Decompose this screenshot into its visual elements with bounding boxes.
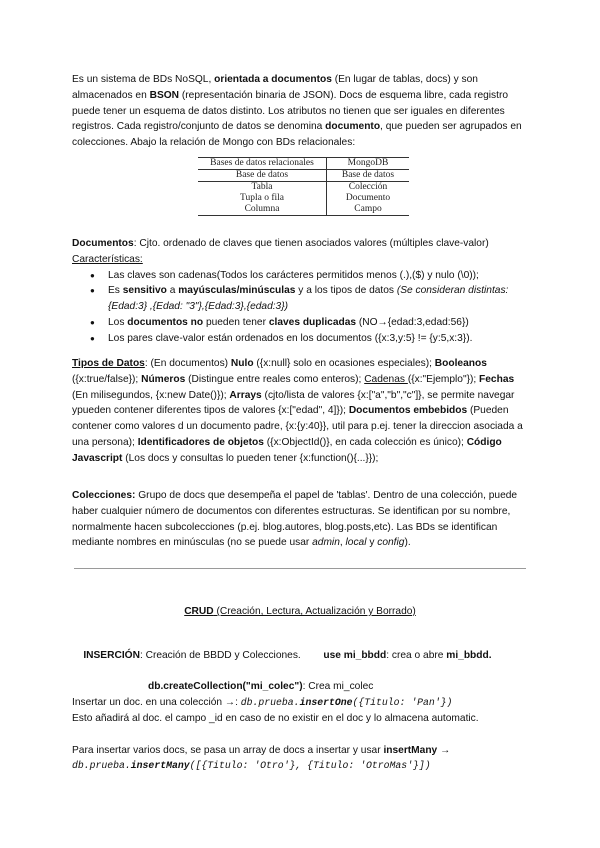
caracteristicas-label: Características: [72,253,143,265]
list-item-text: y a los tipos de datos [295,285,397,297]
tipos-de-datos-paragraph [72,356,532,467]
code-db: db.prueba. [240,697,300,709]
list-item-text: Es [108,285,123,297]
list-item-bold: documentos no [127,316,204,328]
reserved-local: local [345,537,367,549]
crud-heading [0,604,600,619]
insertone-text: Insertar un doc. en una colección →: [72,697,241,709]
list-item-bold: mayúsculas/minúsculas [178,285,296,297]
code-args: ({Titulo: 'Pan'}) [352,697,453,709]
insercion-label: INSERCIÓN [83,649,140,661]
table-cell: Columna [198,204,327,216]
tipo-documentos-embebidos: Documentos embebidos [348,405,468,417]
list-item [108,331,532,347]
tipos-text: ({x:true/false}); [72,373,142,385]
list-item [108,315,532,331]
tipos-text: (cjto/lista de valores {x:["a","b","c"]}, se permite navegar ypueden contener diferentes tipos de valores {x:["edad", 4]}); [72,389,515,417]
table-cell: Base de datos [327,170,410,182]
crud-heading-bold: CRUD [184,606,214,617]
tipos-text: (En milisegundos, {x:new Date()}); [72,389,230,401]
insertone-note: Esto añadirá al doc. el campo _id en caso de no existir en el doc y lo almacena automatic. [72,712,479,724]
intro-bold-document-oriented: orientada a documentos [214,74,332,85]
intro-text-2: (En lugar de tablas, docs) y son almacenados en [72,74,478,101]
reserved-admin: admin [312,537,340,549]
command-create-collection: db.createCollection("mi_colec") [148,681,303,693]
insercion-text: : Crea mi_colec [302,681,374,693]
colecciones-text: ). [404,537,411,549]
list-item-text: Los pares clave-valor están ordenados en los documentos ({x:3,y:5} != {y:5,x:3}). [108,332,473,344]
reserved-config: config [377,537,405,549]
tipo-booleanos: Booleanos [434,358,487,369]
command-use: use mi_bbdd [323,649,387,661]
insercion-section [72,632,542,774]
arrow-icon: → [437,744,451,756]
tipos-text: ({x:"Ejemplo"}); [407,373,480,385]
tipos-text: (Los docs y consultas lo pueden tener {x:function(){...}}); [122,452,379,464]
table-header-row [198,158,409,170]
table-cell: Colección [348,182,388,192]
table-row [198,204,409,216]
table-cell: Documento [345,193,391,203]
table-cell: Tabla [198,182,327,194]
list-item-bold: sensitivo [122,285,167,297]
tipos-text: : (En documentos) [144,358,231,369]
list-item-text: Las claves son cadenas(Todos los carácteres permitidos menos (.),($) y nulo (\0)); [108,269,479,281]
table-cell: Base de datos [198,170,327,182]
colecciones-paragraph [72,488,532,551]
tipos-text: ({x:ObjectId()}, en cada colección es único); [263,436,467,448]
list-item [108,283,532,315]
documentos-section [72,236,532,347]
table-row [198,170,409,182]
tipos-text: ({x:null} solo en ocasiones especiales); [253,358,435,369]
documentos-label: Documentos [72,238,134,249]
intro-text-4: , que pueden ser agrupados en colecciones. Abajo la relación de Mongo con BDs relacionales: [72,121,522,149]
tipo-identificadores: Identificadores de objetos [137,436,264,448]
tipo-nulo: Nulo [230,358,254,369]
intro-paragraph [72,72,532,151]
list-item-bold: claves duplicadas [268,316,357,328]
list-item [108,268,532,284]
list-item-text: Los [108,316,128,328]
crud-heading-text: (Creación, Lectura, Actualización y Borrado) [213,606,416,617]
tipo-codigo-javascript: Código Javascript [72,436,502,464]
insercion-text: : Creación de BBDD y Colecciones. [139,649,324,661]
code-db: db.prueba. [72,760,131,772]
table-header-relational: Bases de datos relacionales [198,158,327,170]
list-item-text: a [166,285,179,297]
intro-bold-bson: BSON [149,89,180,101]
intro-text-3: (representación binaria de JSON). Docs de esquema libre, cada registro puede tener un esquema de datos distinto. Los atributos no tienen que ser iguales en diferentes registros. Cada registro/conjunto de datos se denomina [72,89,509,133]
list-item-text: (NO→{edad:3,edad:56}) [356,316,469,328]
tipos-text: (Distingue entre reales como enteros); [185,373,365,385]
command-db-name: mi_bbdd. [446,649,492,661]
code-insertmany: insertMany [130,760,190,772]
insertmany-text: Para insertar varios docs, se pasa un array de docs a insertar y usar [72,744,384,756]
relational-vs-mongodb-table [198,157,409,216]
tipos-text: (Pueden contener como valores d un documento padre, {x:{y:40}}, util para p.ej. tener la direccion asociada a una persona); [72,405,523,448]
intro-bold-documento: documento [325,121,381,133]
list-item-text: pueden tener [203,316,269,328]
tipo-fechas: Fechas [479,373,515,385]
colecciones-label: Colecciones: [72,490,136,501]
section-divider [74,568,526,569]
table-header-mongodb: MongoDB [327,158,410,170]
tipos-label: Tipos de Datos [72,358,145,369]
table-row [198,193,409,204]
insertmany-bold: insertMany [383,744,438,756]
table-cell: Tupla o fila [198,193,327,204]
tipo-cadenas: Cadenas [364,373,408,385]
caracteristicas-list [72,268,532,347]
list-item-italic: (Se consideran distintas: {Edad:3} ,{Edad: "3"},{Edad:3},{edad:3}) [108,285,509,313]
insercion-text: : crea o abre [386,649,447,661]
tipo-arrays: Arrays [229,389,262,401]
colecciones-text: , [339,537,346,549]
table-cell: Campo [327,204,410,216]
code-insertone: insertOne [299,697,353,709]
code-args: ([{Titulo: 'Otro'}, {Titulo: 'OtroMas'}]) [189,760,431,772]
colecciones-text: y [366,537,378,549]
documentos-text: : Cjto. ordenado de claves que tienen asociados valores (múltiples clave-valor) [133,238,489,249]
colecciones-text: Grupo de docs que desempeña el papel de 'tablas'. Dentro de una colección, puede haber cualquier número de documentos con diferentes estructuras. Se identifican por su nombre, normalmente hacen subcolecciones (p.ej. blog.autores, blog.posts,etc). Las BDs se identifican mediante nombres en minúsculas (no se puede usar [72,490,518,549]
tipo-numeros: Números [141,373,186,385]
intro-text-1: Es un sistema de BDs NoSQL, [72,74,215,85]
table-row [198,182,409,194]
